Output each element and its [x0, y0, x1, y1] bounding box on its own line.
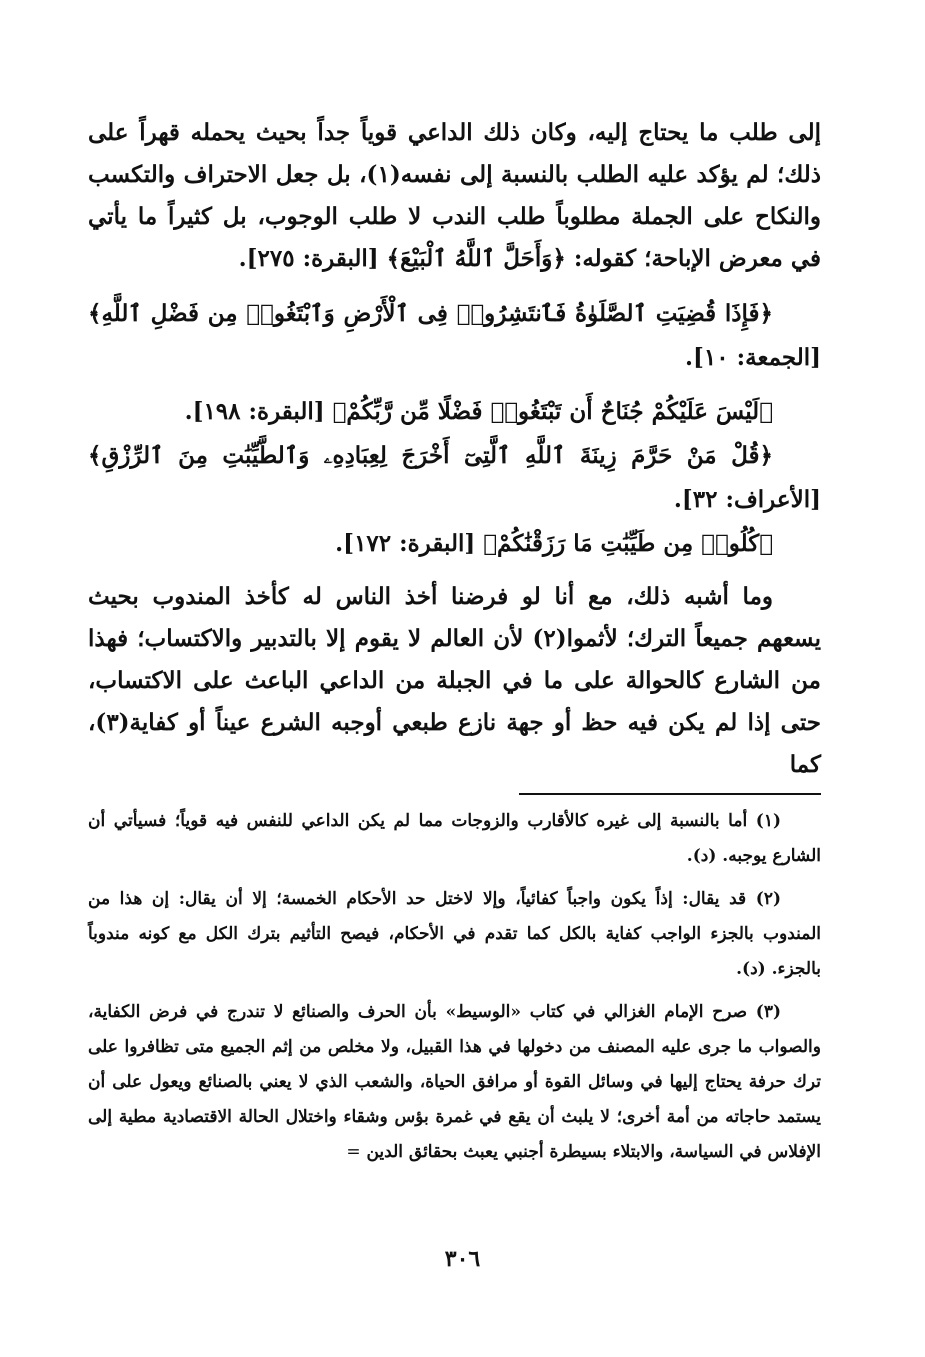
quran-verse-araf-32: ﴿قُلْ مَنْ حَرَّمَ زِينَةَ ٱللَّهِ ٱلَّتِىٓ أَخْرَجَ لِعِبَادِهِۦ وَٱلطَّيِّبَٰتِ مِنَ ٱلرِّزْقِ﴾ [الأعراف: ٣٢]. — [88, 442, 821, 513]
footnotes — [88, 804, 821, 1178]
footnote-1: (١) أما بالنسبة إلى غيره كالأقارب والزوجات مما لم يكن الداعي للنفس فيه قوياً؛ فسيأتي أن الشارع يوجبه. (د). — [88, 811, 821, 866]
footnote-separator — [519, 793, 821, 795]
quran-verse-baqarah-198: ﴿لَيْسَ عَلَيْكُمْ جُنَاحٌ أَن تَبْتَغُوا۟ فَضْلًا مِّن رَّبِّكُمْ﴾ [البقرة: ١٩٨]. — [184, 398, 773, 425]
paragraph-1: إلى طلب ما يحتاج إليه، وكان ذلك الداعي قوياً جداً بحيث يحمله قهراً على ذلك؛ لم يؤكد عليه الطلب بالنسبة إلى نفسه(١)، بل جعل الاحتراف والتكسب والنكاح على الجملة مطلوباً طلب الندب لا طلب الوجوب، بل كثيراً ما يأتي في معرض الإباحة؛ كقوله: ﴿وَأَحَلَّ ٱللَّهُ ٱلْبَيْعَ﴾ [البقرة: ٢٧٥]. — [88, 119, 821, 272]
page-number: ٣٠٦ — [444, 1246, 481, 1272]
quran-verse-baqarah-172: ﴿كُلُوا۟ مِن طَيِّبَٰتِ مَا رَزَقْنَٰكُمْ﴾ [البقرة: ١٧٢]. — [335, 530, 773, 557]
paragraph-2: وما أشبه ذلك، مع أنا لو فرضنا أخذ الناس له كأخذ المندوب بحيث يسعهم جميعاً الترك؛ لأثموا(٢) لأن العالم لا يقوم إلا بالتدبير والاكتساب؛ فهذا من الشارع كالحوالة على ما في الجبلة من الداعي الباعث على الاكتساب، حتى إذا لم يكن فيه حظ أو جهة نازع طبعي أوجبه الشرع عيناً أو كفاية(٣)، كما — [88, 583, 821, 778]
footnote-2: (٢) قد يقال: إذاً يكون واجباً كفائياً، وإلا لاختل حد الأحكام الخمسة؛ إلا أن يقال: إن هذا من المندوب بالجزء الواجب كفاية بالكل كما تقدم في الأحكام، فيصح التأثيم بترك الكل مع كونه مندوباً بالجزء. (د). — [88, 889, 821, 979]
main-text — [88, 112, 821, 786]
continuation-mark: = — [346, 1142, 361, 1162]
footnote-3 — [88, 995, 821, 1170]
quran-verse-jumuah-10: ﴿فَإِذَا قُضِيَتِ ٱلصَّلَوٰةُ فَٱنتَشِرُوا۟ فِى ٱلْأَرْضِ وَٱبْتَغُوا۟ مِن فَضْلِ ٱللَّهِ﴾ [الجمعة: ١٠]. — [88, 300, 821, 371]
footnote-3-text: (٣) صرح الإمام الغزالي في كتاب «الوسيط» بأن الحرف والصنائع لا تندرج في فرض الكفاية، والصواب ما جرى عليه المصنف من دخولها في هذا القبيل، ولا مخلص من إثم الجميع متى تظافروا على ترك حرفة يحتاج إليها في وسائل القوة أو مرافق الحياة، والشعب الذي لا يعني بالصنائع ويعول على أن يستمد حاجاته من أمة أخرى؛ لا يلبث أن يقع في غمرة بؤس وشقاء واختلال الحالة الاقتصادية مطية إلى الإفلاس في السياسة، والابتلاء بسيطرة أجنبي يعبث بحقائق الدين — [88, 1002, 821, 1162]
